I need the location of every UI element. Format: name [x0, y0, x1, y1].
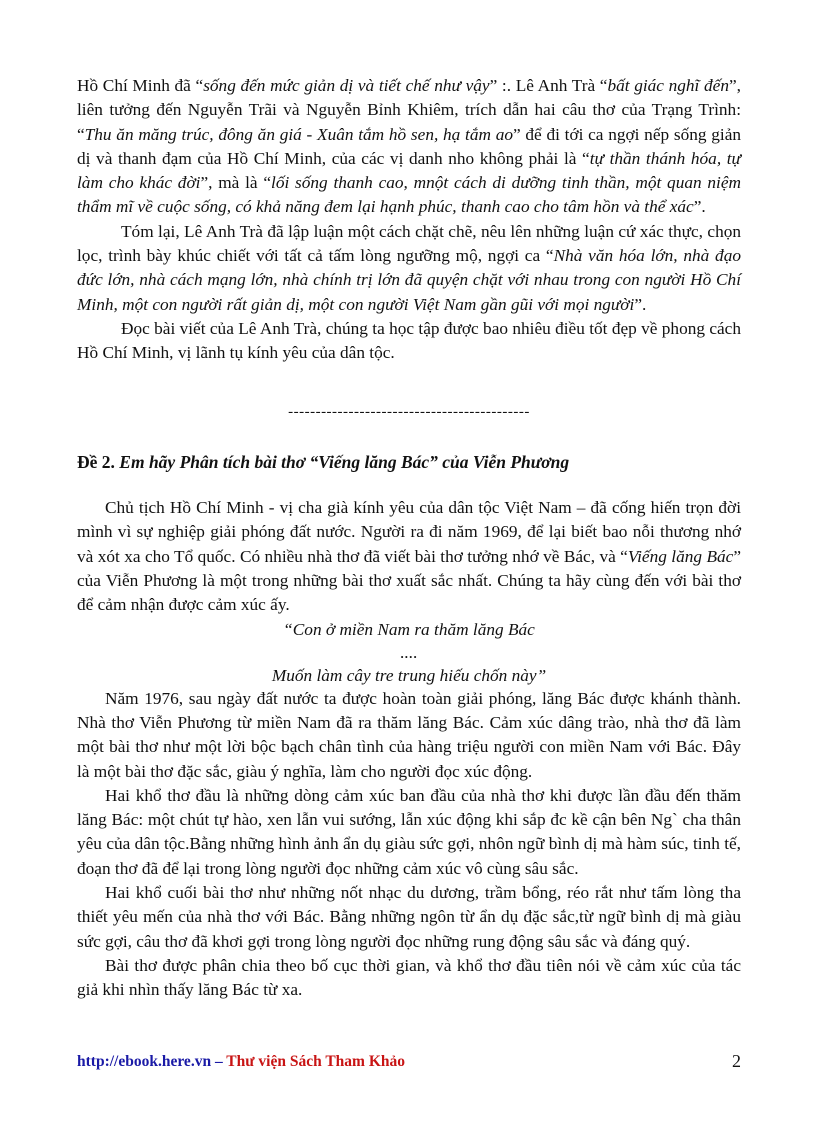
footer-link[interactable]: http://ebook.here.vn — [77, 1053, 212, 1070]
quote-run: Viếng lăng Bác — [627, 546, 734, 566]
poem-excerpt — [77, 618, 741, 687]
footer-dash: – — [211, 1053, 227, 1070]
footer-library: Thư viện Sách Tham Khảo — [226, 1053, 406, 1070]
section-heading — [77, 450, 741, 474]
text-run: ” :. Lê Anh Trà “ — [489, 76, 608, 95]
paragraph-intro — [77, 496, 741, 617]
quote-run: bất giác nghĩ đến — [607, 76, 729, 95]
text-run: ” của Viễn Phương là một trong những bài thơ xuất sắc nhất. Chúng ta hãy cùng đến với bài thơ để cảm nhận được cảm xúc ấy. — [77, 546, 741, 615]
page-footer — [77, 1053, 741, 1077]
text-run: ”. — [693, 197, 706, 217]
quote-run: Nhà văn hóa lớn, nhà đạo đức lớn, nhà cách mạng lớn, nhà chính trị lớn đã quyện chặt với nhau trong con người Hồ Chí Minh, một con người rất giản dị, một con người Việt Nam gần gũi với mọi người — [77, 246, 741, 314]
body-paragraph: Năm 1976, sau ngày đất nước ta được hoàn toàn giải phóng, lăng Bác được khánh thành. Nhà thơ Viễn Phương từ miền Nam đã ra thăm lăng Bác. Cảm xúc dâng trào, nhà thơ đã làm một bài thơ như một lời bộc bạch chân tình của hàng triệu người con miền Nam với Bác. Đây là một bài thơ đặc sắc, giàu ý nghĩa, làm cho người đọc xúc động. — [77, 688, 741, 781]
body-paragraph: Hai khổ thơ đầu là những dòng cảm xúc ban đầu của nhà thơ khi được lần đầu đến thăm lăng Bác: một chút tự hào, xen lẫn vui sướng, lẫn xúc động khi sắp đc kề cận bên Ng` cha thân yêu của dân tộc.Bằng những hình ảnh ẩn dụ giàu sức gợi, nhôn ngữ bình dị mà hàm súc, tinh tế, đoạn thơ đã để lại trong lòng người đọc những cảm xúc vô cùng sâu sắc. — [77, 785, 741, 878]
verse-line: Muốn làm cây tre trung hiếu chốn này” — [271, 665, 547, 685]
body-paragraph: Bài thơ được phân chia theo bố cục thời gian, và khổ thơ đầu tiên nói về cảm xúc của tác giả khi nhìn thấy lăng Bác từ xa. — [77, 955, 741, 1000]
text-run: ”, liên tưởng đến Nguyễn Trãi và Nguyễn Bỉnh Khiêm, trích dẫn hai câu thơ của Trạng Trình: “ — [77, 76, 741, 144]
text-run: Tóm lại, Lê Anh Trà đã lập luận một cách chặt chẽ, nêu lên những luận cứ xác thực, chọn lọc, trình bày khúc chiết với tất cả tấm lòng ngưỡng mộ, ngợi ca “ — [77, 221, 741, 266]
text-run: Hồ Chí Minh đã “ — [77, 76, 204, 95]
quote-run: Thu ăn măng trúc, đông ăn giá - Xuân tắm hồ sen, hạ tắm ao — [84, 124, 513, 144]
verse-ellipsis: .... — [400, 642, 418, 662]
paragraph-ho-chi-minh-style — [77, 74, 741, 220]
text-run: ”. — [634, 294, 647, 314]
section-separator: -------------------------------------------- — [288, 403, 530, 420]
body-paragraph: Hai khổ cuối bài thơ như những nốt nhạc du dương, trầm bổng, réo rắt như tấm lòng tha thiết yêu mến của nhà thơ với Bác. Bằng những ngôn từ ẩn dụ đặc sắc,từ ngữ bình dị mà giàu sức gợi, câu thơ đã khơi gợi trong lòng người đọc những rung động sâu sắc và đáng quý. — [77, 883, 741, 951]
heading-number: Đề 2. — [77, 451, 120, 472]
text-run: Chủ tịch Hồ Chí Minh - vị cha già kính yêu của dân tộc Việt Nam – đã cống hiến trọn đời mình vì sự nghiệp giải phóng đất nước. Người ra đi năm 1969, để lại biết bao nỗi thương nhớ và xót xa cho Tổ quốc. Có nhiều nhà thơ đã viết bài thơ tưởng nhớ về Bác, và “ — [77, 498, 741, 566]
footer-source — [77, 1053, 405, 1071]
quote-run: tự thần thánh hóa, tự làm cho khác đời — [77, 148, 741, 193]
text-run: ”, mà là “ — [200, 173, 272, 193]
quote-run: sống đến mức giản dị và tiết chế như vậy — [203, 76, 490, 95]
paragraph-conclusion: Đọc bài viết của Lê Anh Trà, chúng ta học tập được bao nhiêu điều tốt đẹp về phong cách Hồ Chí Minh, vị lãnh tụ kính yêu của dân tộc. — [77, 318, 741, 363]
heading-title: Em hãy Phân tích bài thơ “Viếng lăng Bác” của Viễn Phương — [119, 451, 570, 472]
quote-run: lối sống thanh cao, mnột cách di dưỡng tinh thần, một quan niệm thẩm mĩ về cuộc sống, có khả năng đem lại hạnh phúc, thanh cao cho tâm hồn và thể xác — [77, 173, 741, 217]
page-number: 2 — [732, 1051, 741, 1071]
document-page — [77, 74, 741, 1003]
text-run: ” để đi tới ca ngợi nếp sống giản dị và thanh đạm của Hồ Chí Minh, của các vị danh nho không phải là “ — [77, 124, 742, 168]
paragraph-summary — [77, 220, 741, 317]
verse-line: “Con ở miền Nam ra thăm lăng Bác — [283, 619, 535, 639]
